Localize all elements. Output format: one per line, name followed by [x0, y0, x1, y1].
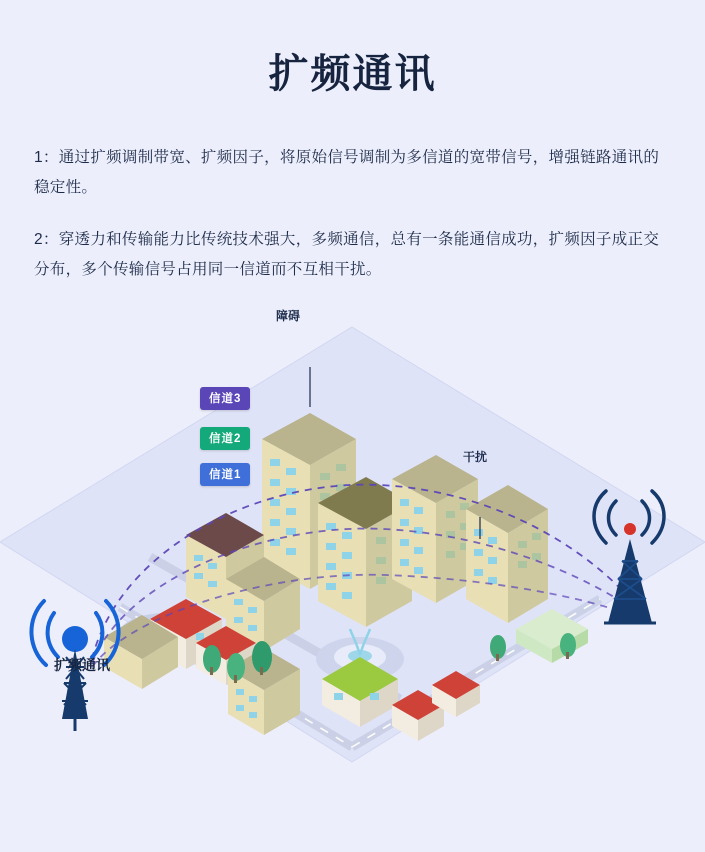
city-illustration [0, 307, 705, 767]
building-tall-4 [466, 485, 548, 623]
paragraph-2: 2：穿透力和传输能力比传统技术强大，多频通信，总有一条能通信成功，扩频因子成正交分布，多个传输信号占用同一信道而不互相干扰。 [34, 231, 660, 278]
description-block [34, 143, 671, 285]
left-tower [62, 626, 88, 731]
interference-label: 干扰 [463, 450, 488, 464]
city-scene-svg [0, 307, 705, 767]
page-title: 扩频通讯 [268, 52, 437, 96]
channel-badge-3[interactable]: 信道3 [200, 387, 250, 410]
paragraph-1: 1：通过扩频调制带宽、扩频因子，将原始信号调制为多信道的宽带信号，增强链路通讯的稳定性。 [34, 149, 660, 196]
diagram-caption: 扩频通讯 [54, 657, 110, 673]
channel-badge-2[interactable]: 信道2 [200, 427, 250, 450]
channel-badge-1[interactable]: 信道1 [200, 463, 250, 486]
obstacle-label: 障碍 [276, 309, 301, 323]
